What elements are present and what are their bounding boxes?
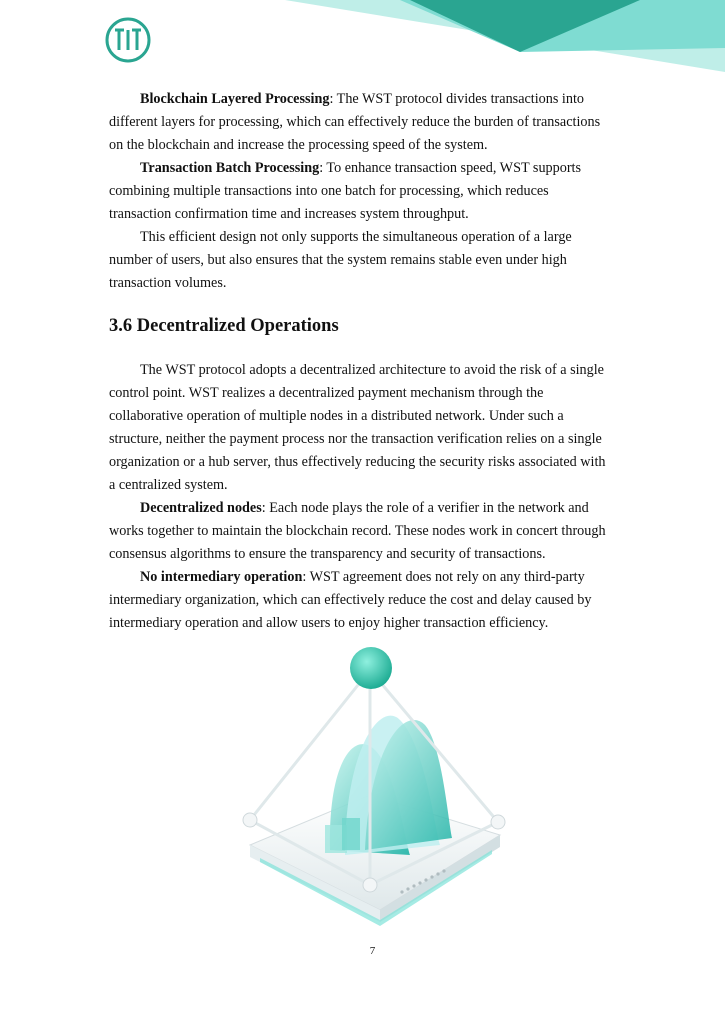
- paragraph-no-intermediary: [109, 566, 609, 635]
- decentralized-network-pyramid-icon: [230, 640, 510, 930]
- paragraph-text: The WST protocol adopts a decentralized architecture to avoid the risk of a single control point. WST realizes a decentralized payment mechanism through the collaborative operation of multiple nodes in a distributed network. Under such a structure, neither the payment process nor the transaction verification relies on a single organization or a hub server, thus effectively reducing the security risks associated with a centralized system.: [109, 362, 606, 493]
- paragraph-term: Blockchain Layered Processing: [140, 91, 330, 107]
- paragraph-text: : To enhance transaction speed, WST supports combining multiple transactions into one batch for processing, which reduces transaction confirmation time and increases system throughput.: [109, 160, 582, 222]
- wst-logo-icon: [104, 16, 152, 64]
- page-content: [109, 88, 609, 635]
- paragraph-text: : Each node plays the role of a verifier in the network and works together to maintain the blockchain record. These nodes work in concert through consensus algorithms to ensure the transparency and security of transactions.: [109, 500, 606, 562]
- paragraph-term: No intermediary operation: [140, 569, 303, 585]
- paragraph-text: : WST agreement does not rely on any third-party intermediary organization, which can effectively reduce the cost and delay caused by intermediary operation and allow users to enjoy higher transaction efficiency.: [109, 569, 592, 631]
- paragraph-text: : The WST protocol divides transactions into different layers for processing, which can effectively reduce the burden of transactions on the blockchain and increase the processing speed of the system.: [109, 91, 601, 153]
- paragraph-decentralized-nodes: [109, 497, 609, 566]
- paragraph-decentralized-architecture: [109, 359, 609, 497]
- paragraph-efficient-design: [109, 226, 609, 295]
- paragraph-term: Decentralized nodes: [140, 500, 262, 516]
- paragraphs-section: [109, 359, 609, 635]
- paragraph-layered-processing: [109, 88, 609, 157]
- paragraphs-top: [109, 88, 609, 295]
- section-title: 3.6 Decentralized Operations: [109, 316, 339, 336]
- paragraph-term: Transaction Batch Processing: [140, 160, 320, 176]
- page-number: 7: [369, 945, 376, 957]
- paragraph-batch-processing: [109, 157, 609, 226]
- paragraph-text: This efficient design not only supports the simultaneous operation of a large number of users, but also ensures that the system remains stable even under high transaction volumes.: [109, 229, 572, 291]
